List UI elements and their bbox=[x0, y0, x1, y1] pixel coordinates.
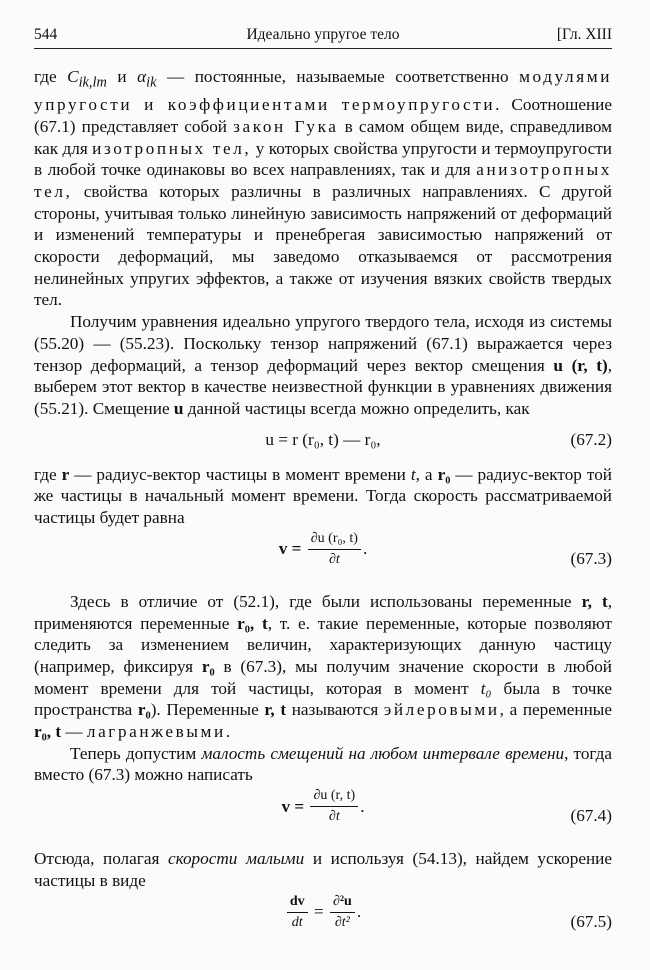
paragraph-hooke-law: где $C_{ik,lm}$ и $\alpha_{ik}$ — постоянные, называемые соответственно модулями упругости и коэффициентами термоупругости. Соотношение (67.1) представляет собой закон Гука в самом общем виде, справедливом как для изотропных тел, у которых свойства упругости и термоупругости в любой точке одинаковы во всех направлениях, так и для анизотропных тел, свойства которых различны в различных направлениях. С другой стороны, учитывая только линейную зависимость напряжений от деформаций и изменений температуры и пренебрегая зависимостью напряжений от скорости деформаций, мы заведомо отказываемся от рассмотрения нелинейных упругих эффектов, а также от изучения вязких свойств твердых тел. bbox=[34, 67, 613, 310]
running-title: Идеально упругое тело bbox=[246, 26, 400, 43]
paragraph-radius-vector: где r — радиус-вектор частицы в момент времени t, а r₀ — радиус-вектор той же частицы в начальный момент времени. Тогда скорость рассматриваемой частицы будет равна bbox=[34, 464, 612, 528]
equation-67-2 bbox=[34, 420, 612, 464]
equation-67-3: v = $\frac{\text{∂u (r₀, t)}}{\partial t}$ . (67.3) bbox=[278, 530, 612, 568]
paragraph-displacement: Получим уравнения идеально упругого твердого тела, исходя из системы (55.20) — (55.23). Поскольку тензор напряжений (67.1) выражается через тензор деформаций, а тензор деформаций через вектор смещения u (r, t), выберем этот вектор в качестве неизвестной функции в уравнениях движения (55.21). Смещение u данной частицы всегда можно определить, как bbox=[34, 312, 612, 418]
text-body bbox=[34, 66, 612, 954]
paragraph-lagrange-variables: Здесь в отличие от (52.1), где были использованы переменные r, t, применяются переменные r₀, t, т. е. такие переменные, которые позволяют следить за изменением величин, характеризующих данную частицу (например, фиксируя r₀ в (67.3), мы получим значение скорости в любой момент времени для той частицы, которая в момент t₀ была в точке пространства r₀). Переменные r, t называются эйлеровыми, а переменные r₀, t — лагранжевыми. bbox=[34, 591, 612, 742]
page-number: 544 bbox=[34, 26, 58, 43]
paragraph-acceleration: Отсюда, полагая скорости малыми и используя (54.13), найдем ускорение частицы в виде bbox=[34, 849, 612, 890]
fraction: $\frac{\text{∂²u}}{\text{∂t²}}$ bbox=[330, 894, 355, 931]
equation-67-4: v = $\frac{\partial u (r, t)}{\partial t}$ . (67.4) bbox=[281, 788, 612, 826]
fraction: $\frac{\text{∂u (r₀, t)}}{\partial t}$ bbox=[308, 531, 361, 568]
chapter-label: [Гл. XIII bbox=[556, 26, 612, 43]
fraction: $\frac{dv}{dt}$ bbox=[287, 894, 308, 931]
equation-number: (67.4) bbox=[570, 806, 612, 826]
fraction: $\frac{\partial u (r, t)}{\partial t}$ bbox=[310, 788, 358, 825]
equation-formula: u = r (r₀, t) — r₀, bbox=[265, 429, 381, 449]
equation-number: (67.3) bbox=[570, 548, 612, 568]
equation-67-5: $\frac{dv}{dt}$ = $\frac{\text{∂²u}}{\text{∂t²}}$ . (67.5) bbox=[34, 892, 612, 954]
equation-number: (67.2) bbox=[570, 429, 612, 449]
paragraph-small-displacements: Теперь допустим малость смещений на любом интервале времени, тогда вместо (67.3) можно написать bbox=[34, 743, 612, 785]
equation-number: (67.5) bbox=[570, 911, 612, 931]
running-header bbox=[34, 26, 612, 49]
